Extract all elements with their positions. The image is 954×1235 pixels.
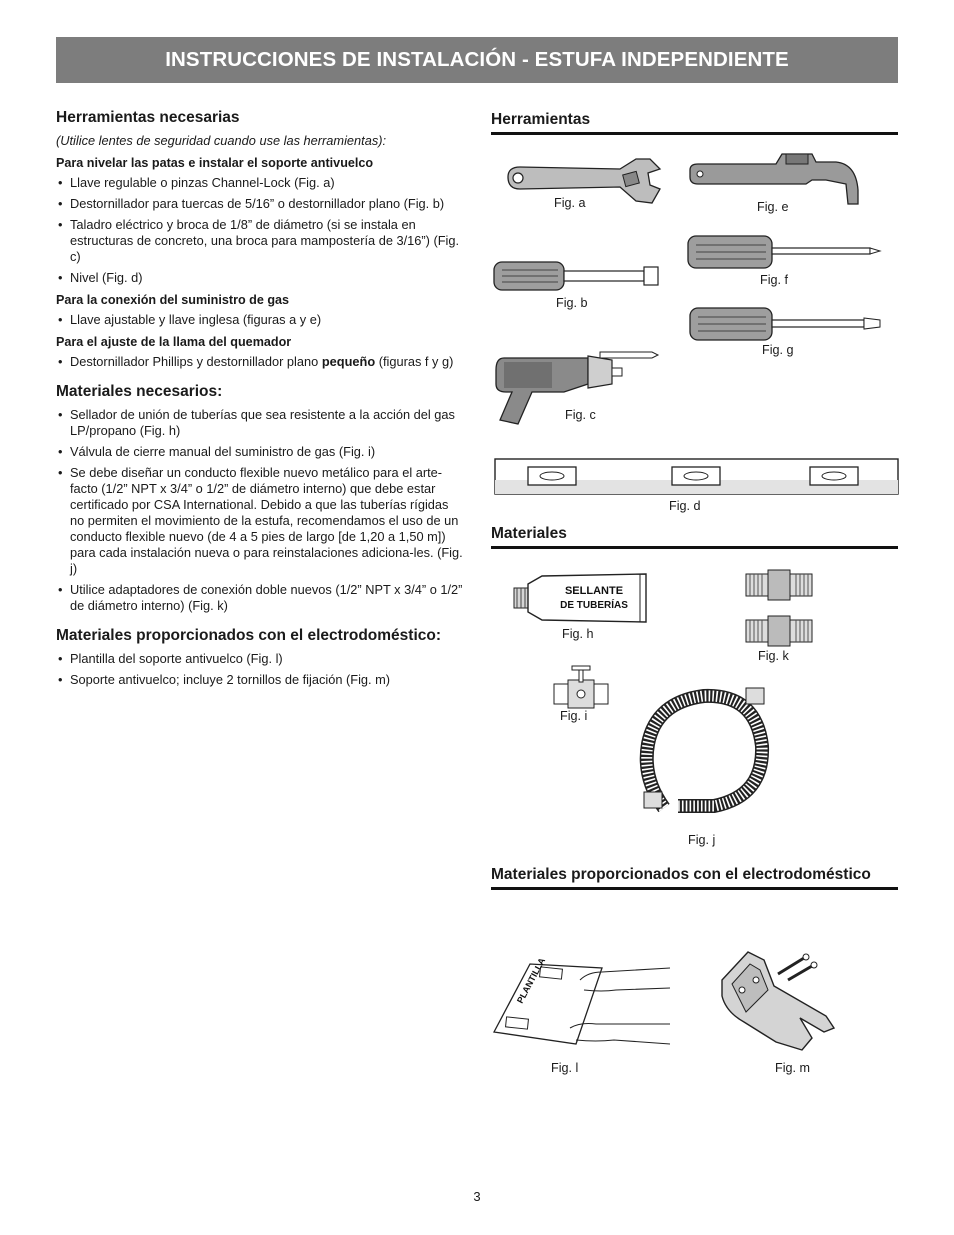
list-item-text: Destornillador Phillips y destornillador plano — [70, 354, 322, 369]
list-item: • Válvula de cierre manual del suministro de gas (Fig. i) — [56, 444, 464, 460]
provided-heading: Materiales proporcionados con el electrodoméstico: — [56, 627, 442, 644]
provided-section-heading: Materiales proporcionados con el electrodoméstico — [491, 865, 898, 890]
page-header-banner — [56, 37, 898, 83]
page-number: 3 — [473, 1189, 481, 1204]
flexible-gas-connector-figure — [638, 688, 770, 812]
list-item: • Taladro eléctrico y broca de 1/8” de diámetro (si se instala en estructuras de concreto, una broca para mampostería de 3/16”) (Fig. c) — [56, 217, 464, 265]
figure-caption-e: Fig. e — [757, 200, 789, 214]
figure-caption-m: Fig. m — [775, 1061, 810, 1075]
list-item-bold: pequeño — [321, 354, 376, 369]
leveling-subheading: Para nivelar las patas e instalar el soporte antivuelco — [56, 156, 374, 170]
materials-section-heading: Materiales — [491, 524, 898, 549]
adapter-fittings-figure — [744, 568, 816, 648]
figure-caption-k: Fig. k — [758, 649, 789, 663]
gas-tool-list — [56, 312, 464, 328]
list-item: • Plantilla del soporte antivuelco (Fig. l) — [56, 651, 464, 667]
pipe-sealant-tube-figure — [512, 572, 652, 624]
list-item: • Llave ajustable y llave inglesa (figuras a y e) — [56, 312, 464, 328]
figure-caption-i: Fig. i — [560, 709, 588, 723]
materials-heading: Materiales necesarios: — [56, 383, 223, 400]
figure-caption-b: Fig. b — [556, 296, 588, 310]
list-item: • Sellador de unión de tuberías que sea resistente a la acción del gas LP/propano (Fig. h) — [56, 407, 464, 439]
figure-caption-h: Fig. h — [562, 627, 594, 641]
figure-caption-d: Fig. d — [669, 499, 701, 513]
nut-driver-figure — [492, 258, 672, 294]
flame-adjust-subheading: Para el ajuste de la llama del quemador — [56, 335, 292, 349]
list-item: • Utilice adaptadores de conexión doble nuevos (1/2” NPT x 3/4” o 1/2” de diámetro interno) (Fig. k) — [56, 582, 464, 614]
list-item: • Se debe diseñar un conducto flexible nuevo metálico para el arte-facto (1/2” NPT x 3/4” o 1/2” de diámetro interno) que debe estar certificado por CSA International. Debido a que las tuberías rígidas no permiten el movimiento de la estufa, recomendamos el uso de un conducto flexible nuevo (de 4 a 5 pies de largo [de 1,20 a 1,50 m]) para cada instalación nueva o para reinstalaciones adiciona-les. (Fig. j) — [56, 465, 464, 577]
shutoff-valve-figure — [552, 664, 612, 710]
list-item-text: (figuras f y g) — [375, 354, 454, 369]
list-item: • Destornillador para tuercas de 5/16” o destornillador plano (Fig. b) — [56, 196, 464, 212]
provided-list — [56, 651, 464, 688]
flame-tool-list — [56, 354, 464, 370]
tools-heading: Herramientas necesarias — [56, 109, 240, 126]
figure-caption-j: Fig. j — [688, 833, 716, 847]
phillips-screwdriver-figure — [686, 234, 886, 270]
tools-section-heading: Herramientas — [491, 110, 898, 135]
page-title: INSTRUCCIONES DE INSTALACIÓN - ESTUFA INDEPENDIENTE — [165, 48, 789, 71]
figure-caption-a: Fig. a — [554, 196, 586, 210]
list-item — [56, 354, 464, 370]
figure-caption-c: Fig. c — [565, 408, 596, 422]
gas-connection-subheading: Para la conexión del suministro de gas — [56, 293, 290, 307]
figure-caption-g: Fig. g — [762, 343, 794, 357]
sealant-label-line2: DE TUBERÍAS — [560, 600, 628, 611]
safety-note: (Utilice lentes de seguridad cuando use las herramientas): — [56, 133, 387, 148]
list-item: • Nivel (Fig. d) — [56, 270, 464, 286]
sealant-label-line1: SELLANTE — [564, 585, 624, 597]
figure-caption-f: Fig. f — [760, 273, 788, 287]
template-label: PLANTILLA — [514, 956, 548, 1005]
level-figure — [494, 458, 900, 496]
anti-tip-bracket-figure — [716, 946, 840, 1056]
left-column — [56, 108, 464, 693]
list-item: • Llave regulable o pinzas Channel-Lock (Fig. a) — [56, 175, 464, 191]
materials-list — [56, 407, 464, 614]
figure-caption-l: Fig. l — [551, 1061, 579, 1075]
anti-tip-template-figure — [492, 958, 672, 1054]
leveling-tool-list — [56, 175, 464, 286]
list-item: • Soporte antivuelco; incluye 2 tornillos de fijación (Fig. m) — [56, 672, 464, 688]
flat-screwdriver-figure — [688, 306, 888, 342]
